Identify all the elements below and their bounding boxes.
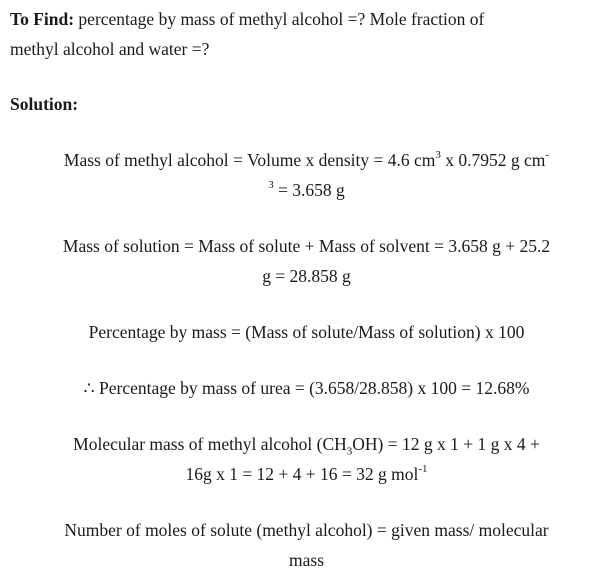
percentage-formula: [10, 317, 603, 347]
moles-solute-line-1: Number of moles of solute (methyl alcohol) = given mass/ molecular: [64, 520, 549, 540]
mass-methyl-text-a: Mass of methyl alcohol = Volume x density = 4.6 cm: [63, 150, 436, 170]
to-find-text-1: percentage by mass of methyl alcohol =? Mole fraction of: [74, 9, 485, 29]
molecular-mass-text-b: OH) = 12 g x 1 + 1 g x 4 +: [352, 434, 540, 454]
mass-methyl-text-b: x 0.7952 g cm: [440, 150, 546, 170]
molecular-mass-text-c: 16g x 1 = 12 + 4 + 16 = 32 g mol: [185, 464, 419, 484]
to-find-paragraph: [10, 4, 603, 64]
to-find-label: To Find:: [10, 9, 75, 29]
moles-solute-line-2: mass: [289, 550, 324, 570]
mass-methyl-text-c: = 3.658 g: [273, 180, 345, 200]
solution-label: Solution:: [10, 94, 79, 114]
mass-solution-line-1: Mass of solution = Mass of solute + Mass of solvent = 3.658 g + 25.2: [62, 236, 551, 256]
solution-heading: [10, 89, 603, 119]
moles-solute-equation: [10, 515, 603, 575]
molecular-mass-equation: [10, 429, 603, 489]
mass-methyl-alcohol-equation: [10, 145, 603, 205]
percentage-formula-text: Percentage by mass = (Mass of solute/Mass of solution) x 100: [88, 322, 525, 342]
percentage-result: [10, 373, 603, 403]
mass-solution-equation: [10, 231, 603, 291]
molecular-mass-text-a: Molecular mass of methyl alcohol (CH: [73, 434, 347, 454]
to-find-text-2: methyl alcohol and water =?: [10, 39, 210, 59]
mass-methyl-sup-1: 3: [435, 149, 441, 162]
molecular-mass-sub-1: 3: [346, 445, 353, 458]
percentage-result-text: ∴ Percentage by mass of urea = (3.658/28.858) x 100 = 12.68%: [83, 378, 530, 398]
molecular-mass-sup-1: -1: [418, 463, 428, 476]
mass-methyl-sup-3: 3: [268, 179, 274, 192]
mass-solution-line-2: g = 28.858 g: [262, 266, 351, 286]
mass-methyl-sup-2: -: [545, 149, 550, 162]
